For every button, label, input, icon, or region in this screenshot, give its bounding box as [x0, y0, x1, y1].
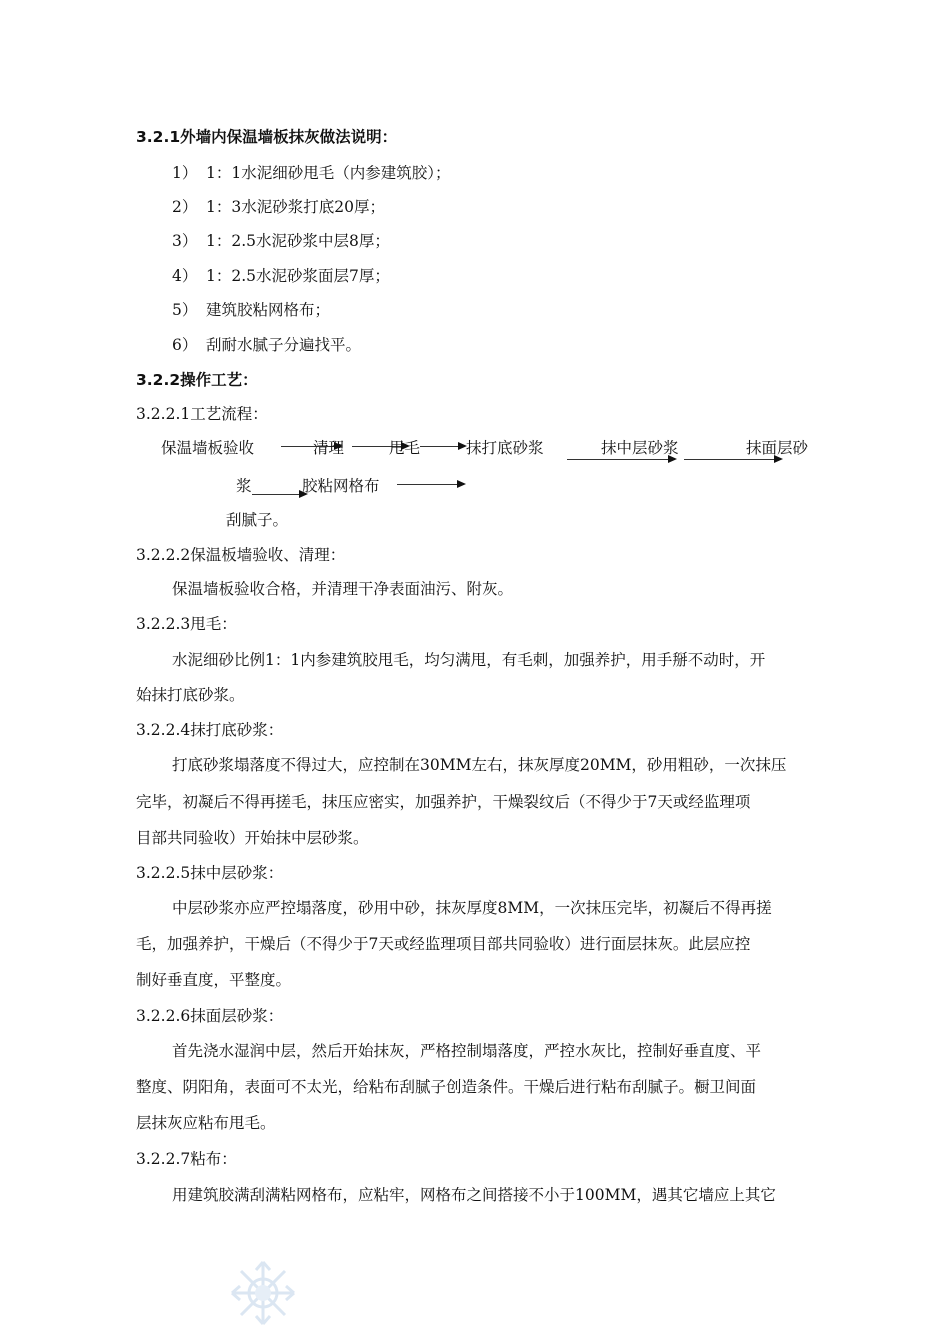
list-item: [172, 197, 385, 217]
paragraph-line: 始抹打底砂浆。: [136, 686, 245, 704]
list-text: 1：2.5水泥砂浆面层7厚；: [206, 267, 390, 285]
paragraph-line: 水泥细砂比例1：1内参建筑胶甩毛，均匀满甩，有毛刺，加强养护，用手掰不动时，开: [172, 651, 766, 669]
flow-step-finish-coat-continued: 浆: [236, 477, 252, 495]
flow-step-cleaning: 清理: [313, 439, 345, 457]
flow-step-roughcast: 甩毛: [389, 439, 421, 457]
flow-step-mesh-cloth: 胶粘网格布: [302, 477, 380, 495]
paragraph-line: 中层砂浆亦应严控塌落度，砂用中砂，抹灰厚度8MM，一次抹压完毕，初凝后不得再搓: [172, 899, 772, 917]
flow-arrow: [397, 484, 464, 485]
list-number: 1）: [172, 164, 198, 182]
paragraph-line: 保温墙板验收合格，并清理干净表面油污、附灰。: [172, 580, 514, 598]
subsection-heading-roughcast: 3.2.2.3甩毛：: [136, 615, 237, 633]
list-text: 刮耐水腻子分遍找平。: [206, 336, 362, 354]
list-item: [172, 231, 390, 251]
paragraph-line: 打底砂浆塌落度不得过大，应控制在30MM左右，抹灰厚度20MM，砂用粗砂，一次抹压: [172, 756, 787, 774]
paragraph-line: 整度、阴阳角，表面可不太光，给粘布刮腻子创造条件。干燥后进行粘布刮腻子。橱卫间面: [136, 1078, 757, 1096]
paragraph-line: 用建筑胶满刮满粘网格布，应粘牢，网格布之间搭接不小于100MM，遇其它墙应上其它: [172, 1186, 776, 1204]
list-text: 1：3水泥砂浆打底20厚；: [206, 198, 385, 216]
flow-step-wall-inspection: 保温墙板验收: [161, 439, 255, 457]
paragraph-line: 毛，加强养护，干燥后（不得少于7天或经监理项目部共同验收）进行面层抹灰。此层应控: [136, 935, 751, 953]
paragraph-line: 目部共同验收）开始抹中层砂浆。: [136, 829, 369, 847]
paragraph-line: 制好垂直度，平整度。: [136, 971, 292, 989]
paragraph-line: 完毕，初凝后不得再搓毛，抹压应密实，加强养护，干燥裂纹后（不得少于7天或经监理项: [136, 793, 751, 811]
list-number: 6）: [172, 336, 198, 354]
flow-arrow: [684, 459, 781, 460]
list-text: 1：1水泥细砂甩毛（内参建筑胶）；: [206, 164, 451, 182]
flow-arrow: [567, 459, 675, 460]
subsection-heading-finish-coat: 3.2.2.6抹面层砂浆：: [136, 1007, 284, 1025]
list-text: 1：2.5水泥砂浆中层8厚；: [206, 232, 390, 250]
paragraph-line: 层抹灰应粘布甩毛。: [136, 1114, 276, 1132]
section-heading-3-2-2: 3.2.2操作工艺：: [136, 371, 258, 389]
flow-step-putty: 刮腻子。: [226, 511, 289, 529]
list-item: [172, 335, 361, 355]
flow-step-middle-coat: 抹中层砂浆: [601, 439, 679, 457]
list-item: [172, 266, 390, 286]
section-heading-3-2-1: 3.2.1外墙内保温墙板抹灰做法说明：: [136, 128, 398, 146]
list-item: [172, 300, 330, 320]
subsection-heading-flow: 3.2.2.1工艺流程：: [136, 405, 268, 423]
flow-step-finish-coat: 抹面层砂: [746, 439, 809, 457]
snowflake-watermark-icon: [228, 1258, 298, 1328]
list-number: 5）: [172, 301, 198, 319]
subsection-heading-mesh-cloth: 3.2.2.7粘布：: [136, 1150, 237, 1168]
list-number: 3）: [172, 232, 198, 250]
subsection-heading-middle-coat: 3.2.2.5抹中层砂浆：: [136, 864, 284, 882]
subsection-heading-base-coat: 3.2.2.4抹打底砂浆：: [136, 721, 284, 739]
list-text: 建筑胶粘网格布；: [206, 301, 331, 319]
list-item: [172, 163, 450, 183]
flow-step-base-coat: 抹打底砂浆: [466, 439, 544, 457]
flow-arrow: [420, 446, 465, 447]
list-number: 4）: [172, 267, 198, 285]
flow-arrow: [252, 494, 306, 495]
subsection-heading-inspection: 3.2.2.2保温板墙验收、清理：: [136, 546, 346, 564]
list-number: 2）: [172, 198, 198, 216]
paragraph-line: 首先浇水湿润中层，然后开始抹灰，严格控制塌落度，严控水灰比，控制好垂直度、平: [172, 1042, 762, 1060]
